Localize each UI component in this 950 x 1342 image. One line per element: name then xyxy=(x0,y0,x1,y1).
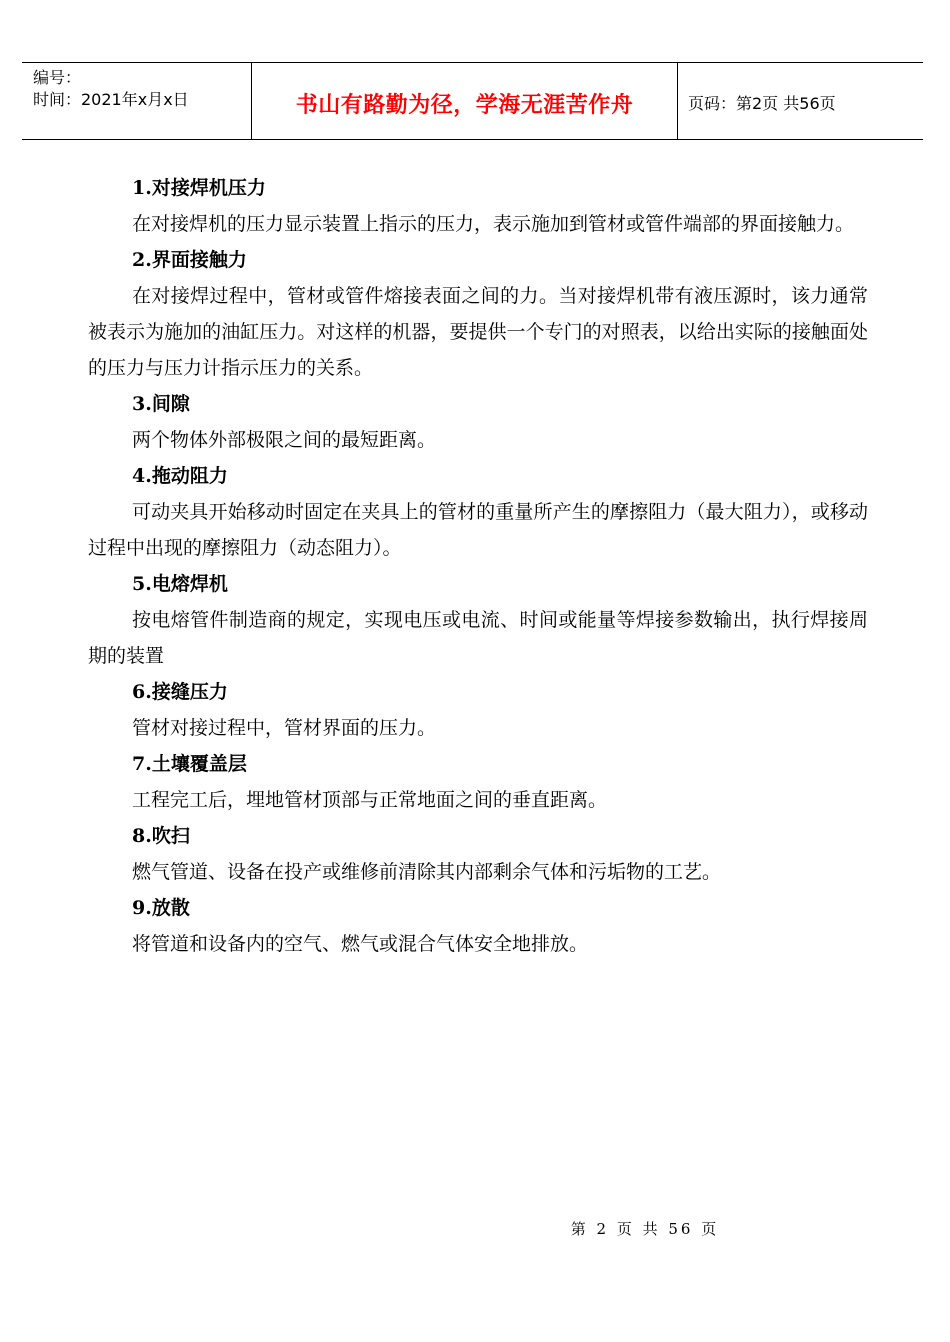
page-footer: 第 2 页 共 56 页 xyxy=(570,1220,720,1238)
section-1 xyxy=(88,170,868,242)
section-4 xyxy=(88,458,868,566)
section-title: 2.界面接触力 xyxy=(132,249,247,271)
section-body: 可动夹具开始移动时固定在夹具上的管材的重量所产生的摩擦阻力（最大阻力），或移动过程中出现的摩擦阻力（动态阻力）。 xyxy=(88,501,868,559)
section-body: 按电熔管件制造商的规定，实现电压或电流、时间或能量等焊接参数输出，执行焊接周期的装置 xyxy=(88,609,868,667)
section-title: 9.放散 xyxy=(132,897,190,919)
section-6 xyxy=(88,674,868,746)
section-title: 1.对接焊机压力 xyxy=(132,177,266,199)
section-3 xyxy=(88,386,868,458)
section-body: 两个物体外部极限之间的最短距离。 xyxy=(132,429,437,451)
page-header xyxy=(22,62,923,140)
section-body: 将管道和设备内的空气、燃气或混合气体安全地排放。 xyxy=(132,933,589,955)
section-body: 在对接焊机的压力显示装置上指示的压力，表示施加到管材或管件端部的界面接触力。 xyxy=(132,213,855,235)
section-title: 4.拖动阻力 xyxy=(132,465,228,487)
header-motto: 书山有路勤为径，学海无涯苦作舟 xyxy=(252,63,678,139)
section-body: 在对接焊过程中，管材或管件熔接表面之间的力。当对接焊机带有液压源时，该力通常被表示为施加的油缸压力。对这样的机器，要提供一个专门的对照表，以给出实际的接触面处的压力与压力计指示压力的关系。 xyxy=(88,285,868,379)
serial-label: 编号： xyxy=(33,68,82,87)
section-title: 8.吹扫 xyxy=(132,825,190,847)
section-8 xyxy=(88,818,868,890)
time-label: 时间：2021年x月x日 xyxy=(33,90,189,109)
section-body: 燃气管道、设备在投产或维修前清除其内部剩余气体和污垢物的工艺。 xyxy=(132,861,722,883)
section-body: 管材对接过程中，管材界面的压力。 xyxy=(132,717,437,739)
section-7 xyxy=(88,746,868,818)
section-9 xyxy=(88,890,868,962)
section-title: 3.间隙 xyxy=(132,393,190,415)
section-5 xyxy=(88,566,868,674)
header-meta xyxy=(22,63,252,139)
section-body: 工程完工后，埋地管材顶部与正常地面之间的垂直距离。 xyxy=(132,789,608,811)
section-title: 6.接缝压力 xyxy=(132,681,228,703)
header-page-info: 页码：第2页 共56页 xyxy=(688,93,836,113)
section-title: 7.土壤覆盖层 xyxy=(132,753,247,775)
section-2 xyxy=(88,242,868,386)
document-body xyxy=(88,170,868,962)
section-title: 5.电熔焊机 xyxy=(132,573,228,595)
